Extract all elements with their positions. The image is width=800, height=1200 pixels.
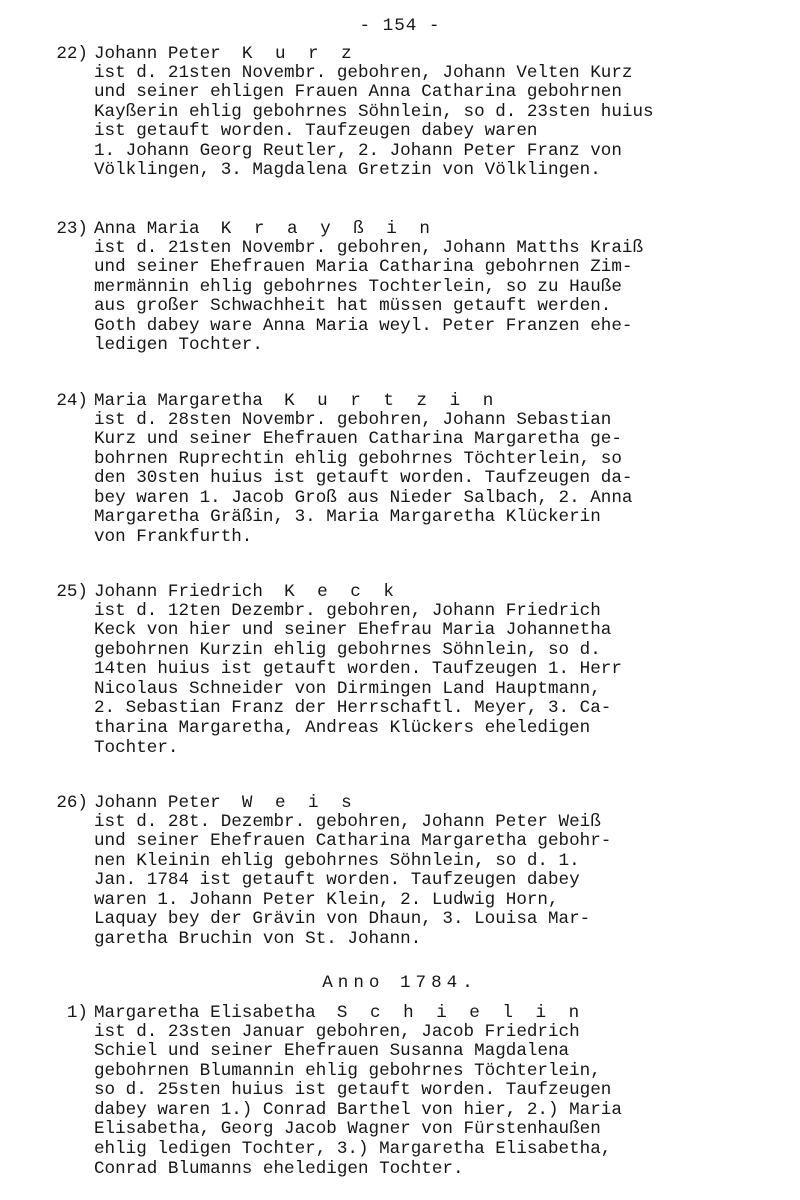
entry-line: 1. Johann Georg Reutler, 2. Johann Peter Franz von (94, 140, 622, 161)
entry-number: 25) (56, 582, 88, 602)
entry-text (94, 602, 794, 759)
entry-line: und seiner Ehefrauen Maria Catharina gebohrnen Zim- (94, 257, 633, 278)
entry-line: waren 1. Johann Peter Klein, 2. Ludwig Horn, (94, 889, 559, 910)
entry-text (94, 411, 794, 548)
entry-line: Conrad Blumanns eheledigen Tochter. (94, 1158, 464, 1179)
entry-number: 23) (56, 219, 88, 239)
entry-number: 24) (56, 391, 88, 411)
entry-line: Schiel und seiner Ehefrauen Susanna Magdalena (94, 1041, 570, 1062)
entry-line: so d. 25sten huius ist getauft worden. Taufzeugen (94, 1080, 612, 1101)
entry-line: mermännin ehlig gebohrnes Tochterlein, so zu Hauße (94, 276, 622, 297)
entry-line: bey waren 1. Jacob Groß aus Nieder Salbach, 2. Anna (94, 487, 633, 508)
entry-line: ist d. 21sten Novembr. gebohren, Johann Matths Kraiß (94, 237, 644, 258)
entry-line: Nicolaus Schneider von Dirmingen Land Hauptmann, (94, 678, 601, 699)
entry-line: dabey waren 1.) Conrad Barthel von hier, 2.) Maria (94, 1099, 622, 1120)
entry-heading (94, 391, 499, 411)
entry-number: 1) (66, 1003, 88, 1023)
entry-line: Laquay bey der Grävin von Dhaun, 3. Louisa Mar- (94, 909, 591, 930)
entry-line: Kurz und seiner Ehefrauen Catharina Margaretha ge- (94, 429, 622, 450)
entry-line: ist getauft worden. Taufzeugen dabey waren (94, 121, 538, 142)
entry-heading (94, 793, 358, 813)
entry-line: Völklingen, 3. Magdalena Gretzin von Völklingen. (94, 160, 601, 181)
entry-given-name: Margaretha Elisabetha (94, 1003, 316, 1023)
year-heading: Anno 1784. (322, 973, 478, 993)
entry-heading (94, 582, 400, 602)
entry-surname: W e i s (241, 793, 358, 813)
entry-given-name: Johann Peter (94, 793, 221, 813)
entry-line: ist d. 28sten Novembr. gebohren, Johann Sebastian (94, 409, 612, 430)
entry-line: ist d. 28t. Dezembr. gebohren, Johann Peter Weiß (94, 811, 601, 832)
entry-heading (94, 219, 436, 239)
entry-line: Goth dabey ware Anna Maria weyl. Peter Franzen ehe- (94, 315, 633, 336)
entry-given-name: Maria Margaretha (94, 391, 263, 411)
entry-line: gebohrnen Kurzin ehlig gebohrnes Söhnlein, so d. (94, 639, 601, 660)
page-number: - 154 - (359, 16, 441, 36)
entry-line: Kayßerin ehlig gebohrnes Söhnlein, so d. 23sten huius (94, 101, 654, 122)
entry-text (94, 239, 794, 357)
entry-line: 14ten huius ist getauft worden. Taufzeugen 1. Herr (94, 659, 622, 680)
entry-given-name: Johann Peter (94, 44, 221, 64)
entry-line: Keck von hier und seiner Ehefrau Maria Johannetha (94, 620, 612, 641)
entry-line: ist d. 23sten Januar gebohren, Jacob Friedrich (94, 1021, 580, 1042)
entry-line: den 30sten huius ist getauft worden. Taufzeugen da- (94, 468, 633, 489)
entry-line: Margaretha Gräßin, 3. Maria Margaretha Klückerin (94, 507, 601, 528)
entry-text (94, 813, 794, 950)
entry-heading (94, 44, 358, 64)
entry-text (94, 1023, 794, 1180)
entry-line: aus großer Schwachheit hat müssen getauft werden. (94, 296, 612, 317)
entry-line: Tochter. (94, 737, 179, 758)
entry-line: Elisabetha, Georg Jacob Wagner von Fürstenhaußen (94, 1119, 601, 1140)
entry-line: nen Kleinin ehlig gebohrnes Söhnlein, so d. 1. (94, 850, 580, 871)
entry-line: von Frankfurth. (94, 527, 253, 548)
entry-surname: S c h i e l i n (336, 1003, 586, 1023)
entry-surname: K e c k (284, 582, 400, 602)
entry-line: ist d. 12ten Dezembr. gebohren, Johann Friedrich (94, 600, 601, 621)
entry-given-name: Anna Maria (94, 219, 200, 239)
entry-line: ist d. 21sten Novembr. gebohren, Johann Velten Kurz (94, 62, 633, 83)
entry-line: Jan. 1784 ist getauft worden. Taufzeugen dabey (94, 870, 580, 891)
entry-surname: K r a y ß i n (220, 219, 436, 239)
entry-given-name: Johann Friedrich (94, 582, 263, 602)
entry-heading (94, 1003, 585, 1023)
entry-line: tharina Margaretha, Andreas Klückers eheledigen (94, 718, 591, 739)
entry-surname: K u r z (241, 44, 358, 64)
entry-line: bohrnen Ruprechtin ehlig gebohrnes Töchterlein, so (94, 448, 622, 469)
entry-line: und seiner Ehefrauen Catharina Margaretha gebohr- (94, 831, 612, 852)
entry-text (94, 64, 794, 182)
entry-line: 2. Sebastian Franz der Herrschaftl. Meyer, 3. Ca- (94, 698, 612, 719)
entry-line: garetha Bruchin von St. Johann. (94, 929, 422, 950)
entry-surname: K u r t z i n (284, 391, 500, 411)
entry-line: gebohrnen Blumannin ehlig gebohrnes Töchterlein, (94, 1060, 601, 1081)
entry-line: und seiner ehligen Frauen Anna Catharina gebohrnen (94, 82, 622, 103)
entry-line: ehlig ledigen Tochter, 3.) Margaretha Elisabetha, (94, 1139, 612, 1160)
entry-line: ledigen Tochter. (94, 335, 263, 356)
entry-number: 26) (56, 793, 88, 813)
entry-number: 22) (56, 44, 88, 64)
